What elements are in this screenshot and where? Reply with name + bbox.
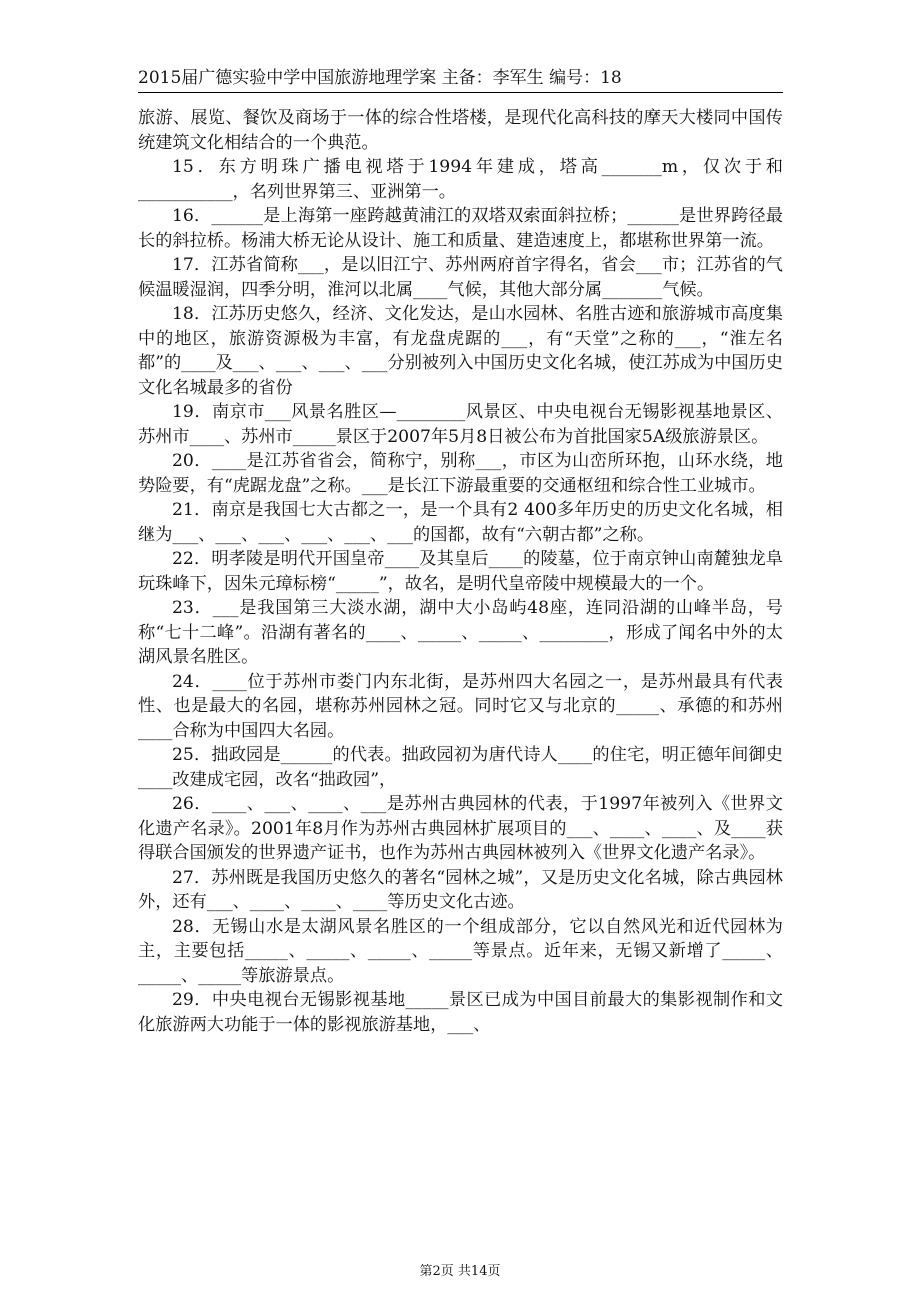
question-paragraph: 23．___是我国第三大淡水湖，湖中大小岛屿48座，连同沿湖的山峰半岛，号称“七十二峰”。沿湖有著名的____、_____、_____、________，形成了闻名中外的太湖风景名胜区。 <box>138 598 783 667</box>
question-paragraph: 28．无锡山水是太湖风景名胜区的一个组成部分，它以自然风光和近代园林为主，主要包括_____、_____、_____、_____等景点。近年来，无锡又新增了_____、_____、_____等旅游景点。 <box>138 916 783 986</box>
page-footer: 第2页 共14页 <box>419 1264 501 1279</box>
question-paragraph: 21．南京是我国七大古都之一，是一个具有2 400多年历史的历史文化名城，相继为___、___、___、___、___、___的国都，故有“六朝古都”之称。 <box>138 500 783 545</box>
question-paragraph: 18．江苏历史悠久，经济、文化发达，是山水园林、名胜古迹和旅游城市高度集中的地区，旅游资源极为丰富，有龙盘虎踞的___，有“天堂”之称的___，“淮左名都”的____及___、___、___、___分别被列入中国历史文化名城，使江苏成为中国历史文化名城最多的省份 <box>138 304 783 398</box>
question-paragraph: 22．明孝陵是明代开国皇帝____及其皇后____的陵墓，位于南京钟山南麓独龙阜玩珠峰下，因朱元璋标榜“_____”，故名，是明代皇帝陵中规模最大的一个。 <box>138 549 783 594</box>
page-header: 2015届广德实验中学中国旅游地理学案 主备：李军生 编号：18 <box>138 64 783 93</box>
continued-paragraph: 旅游、展览、餐饮及商场于一体的综合性塔楼，是现代化高科技的摩天大楼同中国传统建筑文化相结合的一个典范。 <box>138 108 783 153</box>
question-paragraph: 20．____是江苏省省会，简称宁，别称___，市区为山峦所环抱，山环水绕，地势险要，有“虎踞龙盘”之称。___是长江下游最重要的交通枢纽和综合性工业城市。 <box>138 451 783 496</box>
question-paragraph: 27．苏州既是我国历史悠久的著名“园林之城”，又是历史文化名城，除古典园林外，还有___、____、____、____等历史文化古迹。 <box>138 867 783 912</box>
question-paragraph: 29．中央电视台无锡影视基地_____景区已成为中国目前最大的集影视制作和文化旅游两大功能于一体的影视旅游基地，___、 <box>138 990 783 1035</box>
question-paragraph: 26．____、___、____、___是苏州古典园林的代表，于1997年被列入《世界文化遗产名录》。2001年8月作为苏州古典园林扩展项目的___、____、____、及____获得联合国颁发的世界遗产证书，也作为苏州古典园林被列入《世界文化遗产名录》。 <box>138 794 783 863</box>
question-paragraph: 16．______是上海第一座跨越黄浦江的双塔双索面斜拉桥；______是世界跨径最长的斜拉桥。杨浦大桥无论从设计、施工和质量、建造速度上，都堪称世界第一流。 <box>138 206 783 251</box>
question-paragraph: 19．南京市___风景名胜区—________风景区、中央电视台无锡影视基地景区、苏州市____、苏州市_____景区于2007年5月8日被公布为首批国家5A级旅游景区。 <box>138 402 783 447</box>
question-paragraph: 25．拙政园是______的代表。拙政园初为唐代诗人____的住宅，明正德年间御史____改建成宅园，改名“拙政园”， <box>138 745 783 790</box>
question-paragraph: 24．____位于苏州市娄门内东北街，是苏州四大名园之一，是苏州最具有代表性、也是最大的名园，堪称苏州园林之冠。同时它又与北京的_____、承德的和苏州____合称为中国四大名园。 <box>138 671 783 741</box>
document-body <box>138 106 783 1037</box>
question-paragraph: 15．东方明珠广播电视塔于1994年建成，塔高_______m，仅次于和___________，名列世界第三、亚洲第一。 <box>138 157 783 202</box>
question-paragraph: 17．江苏省简称___，是以旧江宁、苏州两府首字得名，省会___市；江苏省的气候温暖湿润，四季分明，淮河以北属____气候，其他大部分属_______气候。 <box>138 255 783 300</box>
